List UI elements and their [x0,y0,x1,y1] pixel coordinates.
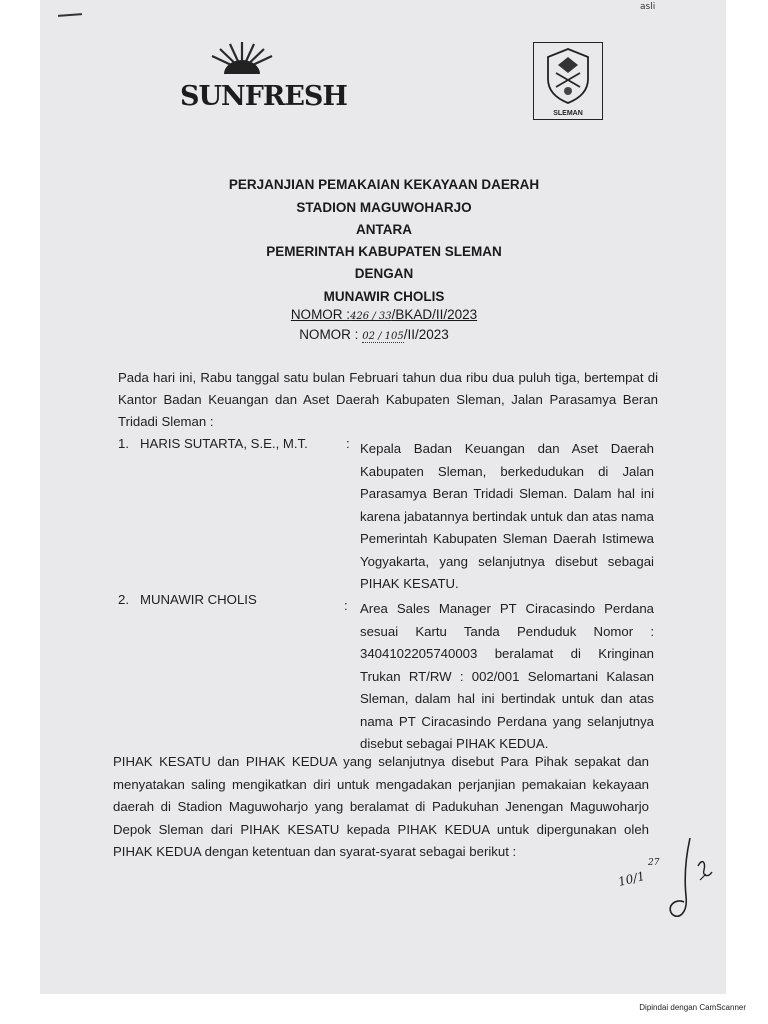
scanner-footer: Dipindai dengan CamScanner [639,1003,746,1012]
closing-paragraph: PIHAK KESATU dan PIHAK KEDUA yang selanjutnya disebut Para Pihak sepakat dan menyatakan saling mengikatkan diri untuk mengadakan perjanjian pemakaian kekayaan daerah di Stadion Maguwoharjo yang beralamat di Padukuhan Jenengan Maguwoharjo Depok Sleman dari PIHAK KESATU kepada PIHAK KEDUA untuk dipergunakan oleh PIHAK KEDUA dengan ketentuan dan syarat-syarat sebagai berikut : [113,754,649,859]
nomor-2-suffix: /II/2023 [403,327,449,342]
party-1-colon: : [346,436,350,451]
party-2-number: 2. [118,592,129,607]
party-2-colon: : [344,598,348,613]
title-line-3: ANTARA [356,222,412,237]
sleman-emblem [533,42,603,120]
party-1-description: Kepala Badan Keuangan dan Aset Daerah Kabupaten Sleman, berkedudukan di Jalan Parasamya Beran Tridadi Sleman. Dalam hal ini karena jabatannya bertindak untuk dan atas nama Pemerintah Kabupaten Sleman Daerah Istimewa Yogyakarta, yang selanjutnya disebut sebagai PIHAK KESATU. [360,441,654,591]
nomor-2-handwritten: 02 / 105 [362,331,404,342]
regency-crest-icon [534,43,602,107]
initials-superscript: 27 [648,858,660,868]
handwritten-signature [660,836,720,926]
party-2-name: MUNAWIR CHOLIS [140,592,257,607]
title-line-6: MUNAWIR CHOLIS [323,289,445,304]
logo-text: SUNFRESH [180,81,347,112]
title-line-2: STADION MAGUWOHARJO [296,200,472,215]
nomor-2-prefix: NOMOR : [299,327,359,342]
nomor-1-suffix: /BKAD/II/2023 [391,307,478,322]
nomor-line-1 [0,307,768,322]
sun-icon [180,40,305,80]
party-1-number: 1. [118,436,129,451]
scan-note: asli [640,2,656,12]
title-line-1: PERJANJIAN PEMAKAIAN KEKAYAAN DAERAH [228,177,540,192]
nomor-1-handwritten: 426 / 33 [350,311,392,322]
party-2-description: Area Sales Manager PT Ciracasindo Perdana sesuai Kartu Tanda Penduduk Nomor : 3404102205740003 beralamat di Kringinan Trukan RT/RW : 002/001 Selomartani Kalasan Sleman, dalam hal ini bertindak untuk dan atas nama PT Ciracasindo Perdana yang selanjutnya disebut sebagai PIHAK KEDUA. [360,601,654,751]
title-line-4: PEMERINTAH KABUPATEN SLEMAN [266,244,502,259]
nomor-1-prefix: NOMOR : [290,307,351,322]
title-line-5: DENGAN [354,266,414,281]
emblem-label: SLEMAN [553,110,583,117]
party-1-name: HARIS SUTARTA, S.E., M.T. [140,436,308,451]
sunfresh-logo [180,40,347,112]
nomor-line-2 [0,327,758,342]
initials-date: 10/1 [616,868,647,890]
intro-paragraph: Pada hari ini, Rabu tanggal satu bulan Februari tahun dua ribu dua puluh tiga, bertempat di Kantor Badan Keuangan dan Aset Daerah Kabupaten Sleman, Jalan Parasamya Beran Tridadi Sleman : [118,370,658,429]
